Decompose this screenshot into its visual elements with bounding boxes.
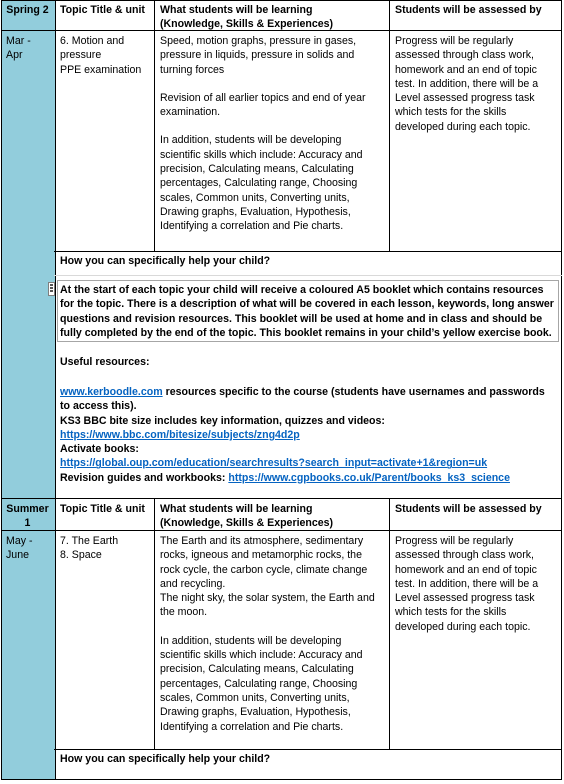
kerboodle-link[interactable]: www.kerboodle.com [60,386,163,398]
header-learning-summer: What students will be learning (Knowledge, Skills & Experiences) [160,503,334,530]
assessed-spring: Progress will be regularly assessed through class work, homework and an end of topic test. In addition, there will be a Level assessed progress task which tests for the skills developed during each topic. [395,35,539,133]
activate-link[interactable]: https://global.oup.com/education/searchresults?search_input=activate+1&region=uk [60,457,488,470]
term-column-spring [1,0,56,498]
useful-resources-heading: Useful resources: [60,356,150,368]
drag-handle-icon[interactable] [48,282,55,296]
learning-summer: The Earth and its atmosphere, sedimentary rocks, igneous and metamorphic rocks, the rock cycle, the carbon cycle, climate change and recycling. The night sky, the solar system, the Earth and the moon. In addition, students will be developing scientific skills which include: Accuracy and precision, Calculating means, Calculating percentages, Calculating range, Choosing scales, Common units, Converting units, Drawing graphs, Evaluation, Hypothesis, Identifying a correlation and Pie charts. [160,535,375,733]
assessed-summer: Progress will be regularly assessed through class work, homework and an end of topic test. In addition, there will be a Level assessed progress task which tests for the skills developed during each topic. [395,535,539,633]
months-spring: Mar - Apr [6,35,31,62]
help-paragraph-spring: At the start of each topic your child will receive a coloured A5 booklet which contains resources for the topic. There is a description of what will be covered in each lesson, keywords, long answer questions and revision resources. This booklet will be used at home and in class and should be fully completed by the end of the topic. This booklet remains in your child’s yellow exercise book. [60,284,554,339]
header-assessed-summer: Students will be assessed by [395,503,542,515]
topics-summer: 7. The Earth 8. Space [60,535,119,562]
curriculum-table [1,0,562,780]
header-topic-summer: Topic Title & unit [60,503,145,515]
header-learning: What students will be learning (Knowledge, Skills & Experiences) [160,4,334,31]
months-summer: May - June [6,535,33,562]
header-assessed: Students will be assessed by [395,4,542,16]
learning-spring: Speed, motion graphs, pressure in gases, pressure in liquids, pressure in solids and turning forces Revision of all earlier topics and end of year examination. In addition, students will be developing scientific skills which include: Accuracy and precision, Calculating means, Calculating percentages, Calculating range, Choosing scales, Common units, Converting units, Drawing graphs, Evaluation, Hypothesis, Identifying a correlation and Pie charts. [160,35,366,233]
header-topic: Topic Title & unit [60,4,145,16]
cgp-link[interactable]: https://www.cgpbooks.co.uk/Parent/books_ks3_science [228,471,510,484]
term-label-summer: Summer 1 [6,503,49,530]
kerboodle-line: www.kerboodle.com resources specific to the course (students have usernames and passwords to access this). [60,386,545,413]
help-heading-spring: How you can specifically help your child? [60,255,271,267]
term-label-spring: Spring 2 [6,4,49,16]
help-heading-summer: How you can specifically help your child? [60,753,271,765]
resources-list: www.kerboodle.com resources specific to the course (students have usernames and passwords to access this). KS3 BBC bite size includes key information, quizzes and videos: https://www.bbc.com/bitesize/subjects/zng4d2p Activate books: https://global.oup.com/education/searchresults?search_input=activate+1&region=uk Revision guides and workbooks: https://www.cgpbooks.co.uk/Parent/books_ks3_science [55,383,561,487]
bbc-link[interactable]: https://www.bbc.com/bitesize/subjects/zng4d2p [60,428,300,441]
topics-spring: 6. Motion and pressure PPE examination [60,35,142,76]
